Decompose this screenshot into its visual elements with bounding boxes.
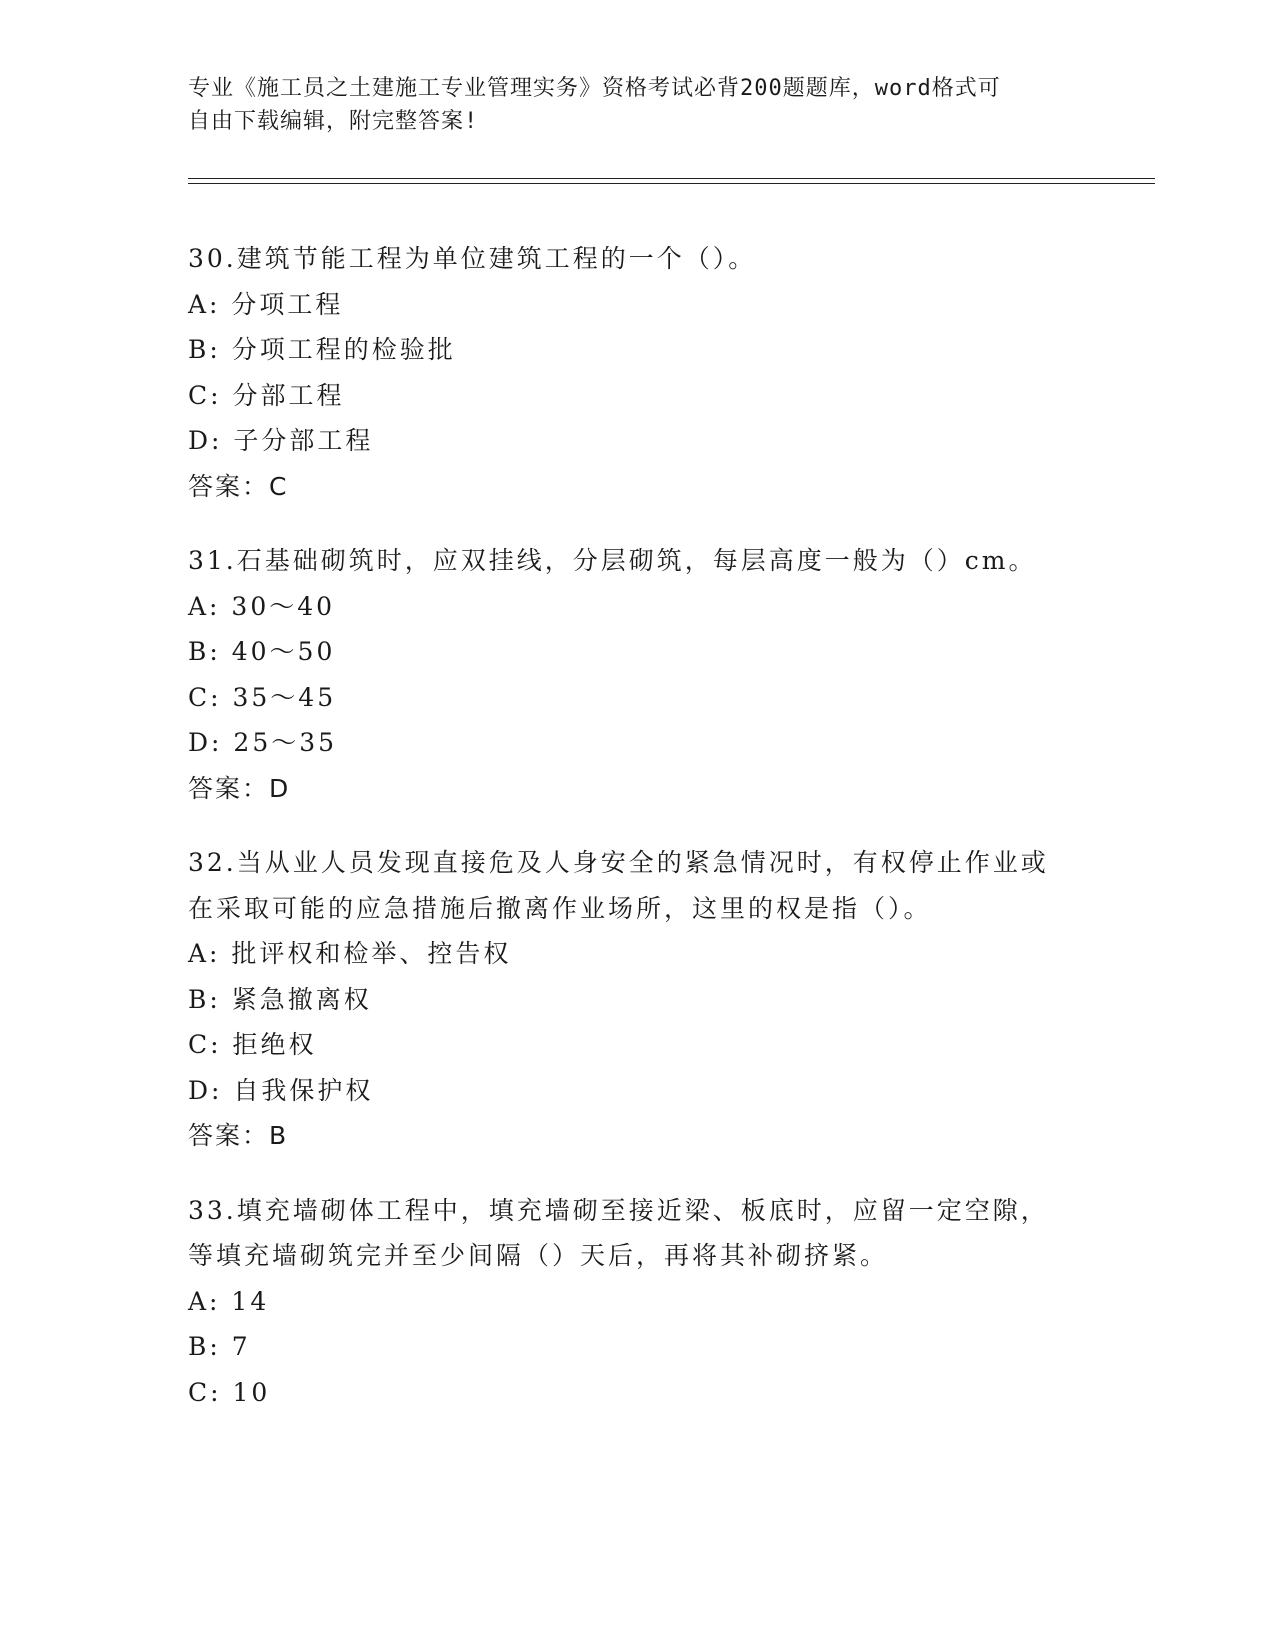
answer-option: C: 35～45 — [188, 682, 337, 712]
question-block — [188, 538, 1088, 811]
question-list — [188, 236, 1088, 1444]
answer-option: C: 10 — [188, 1377, 271, 1407]
answer-option: B: 紧急撤离权 — [188, 984, 372, 1014]
answer-key: 答案：C — [188, 471, 289, 501]
answer-option: B: 分项工程的检验批 — [188, 335, 456, 364]
answer-option: B: 7 — [188, 1332, 251, 1361]
answer-option: C: 拒绝权 — [188, 1030, 317, 1059]
header-divider-bottom — [188, 183, 1155, 184]
question-stem: 在采取可能的应急措施后撤离作业场所，这里的权是指（）。 — [188, 893, 932, 923]
question-block — [188, 1188, 1088, 1416]
answer-option: A: 批评权和检举、控告权 — [188, 939, 512, 968]
question-stem: 30.建筑节能工程为单位建筑工程的一个（）。 — [188, 244, 757, 273]
answer-option: A: 30～40 — [188, 591, 336, 621]
answer-key: 答案：D — [188, 773, 291, 803]
answer-option: D: 25～35 — [188, 728, 338, 757]
document-header — [188, 72, 1088, 138]
answer-option: D: 自我保护权 — [188, 1075, 374, 1105]
header-divider-top — [188, 178, 1155, 179]
answer-key: 答案：B — [188, 1121, 289, 1150]
question-stem: 31.石基础砌筑时，应双挂线，分层砌筑，每层高度一般为（）cm。 — [188, 546, 1037, 575]
header-line-1: 专业《施工员之土建施工专业管理实务》资格考试必背200题题库，word格式可 — [188, 76, 1001, 101]
answer-option: A: 14 — [188, 1286, 270, 1316]
header-line-2: 自由下载编辑，附完整答案! — [188, 109, 479, 134]
question-block — [188, 840, 1088, 1159]
question-block — [188, 236, 1088, 509]
question-stem: 等填充墙砌筑完并至少间隔（）天后，再将其补砌挤紧。 — [188, 1241, 889, 1270]
question-stem: 33.填充墙砌体工程中，填充墙砌至接近梁、板底时，应留一定空隙， — [188, 1195, 1049, 1225]
answer-option: C: 分部工程 — [188, 380, 345, 410]
answer-option: A: 分项工程 — [188, 289, 344, 319]
answer-option: B: 40～50 — [188, 637, 336, 666]
question-stem: 32.当从业人员发现直接危及人身安全的紧急情况时，有权停止作业或 — [188, 848, 1049, 877]
answer-option: D: 子分部工程 — [188, 426, 374, 455]
